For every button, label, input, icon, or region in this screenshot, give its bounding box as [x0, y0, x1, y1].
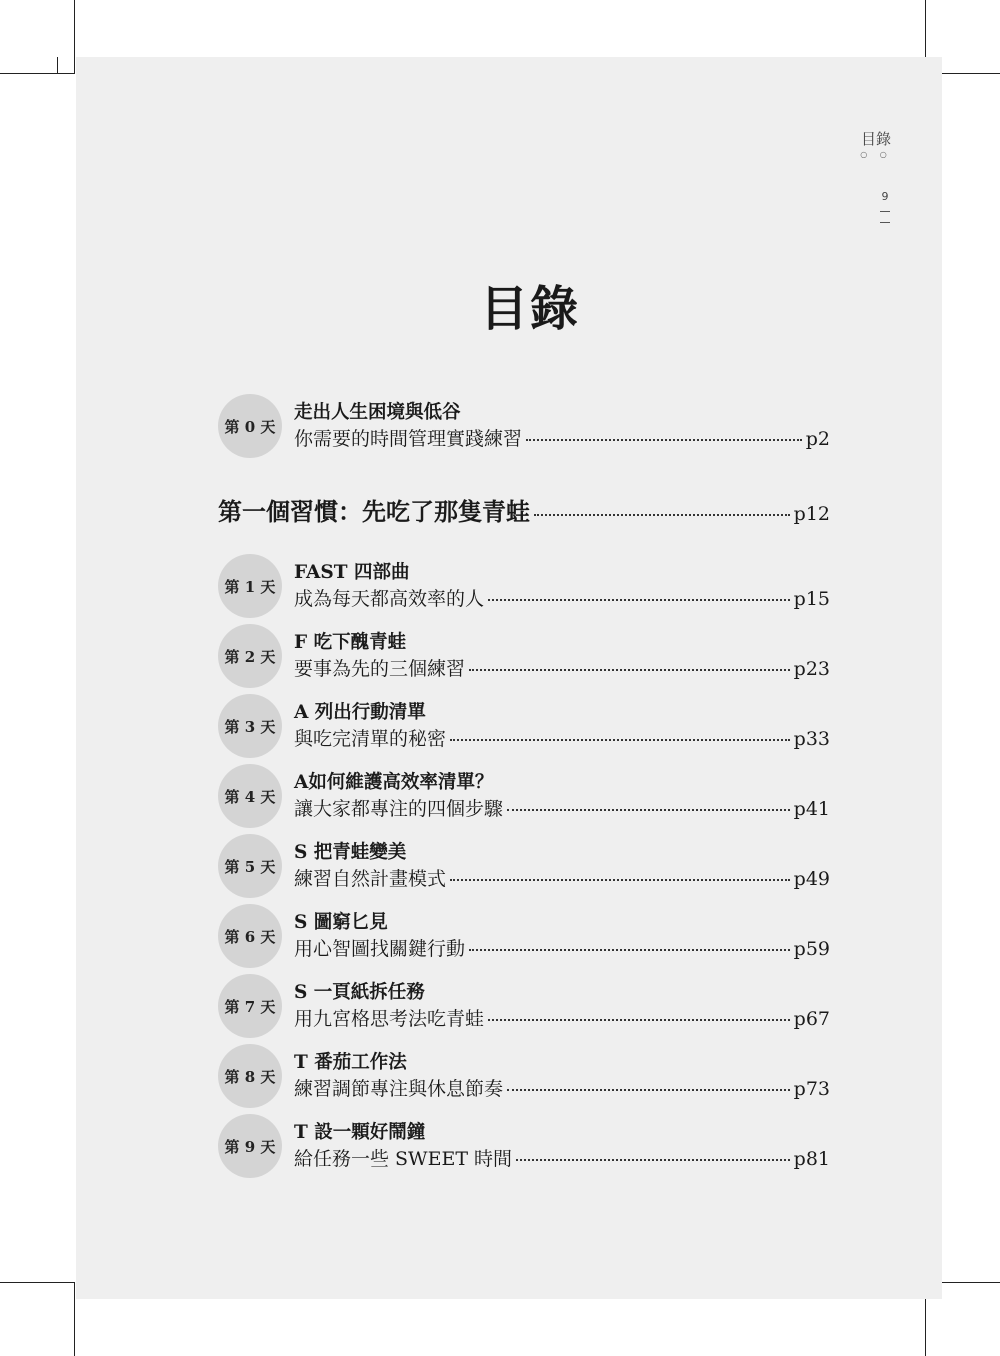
page-ref: p81 — [793, 1148, 830, 1170]
entry-title: F 吃下醜青蛙 — [294, 632, 407, 653]
toc-entry-day-1[interactable] — [218, 554, 830, 618]
entry-title: A 列出行動清單 — [294, 702, 426, 723]
entry-line — [294, 794, 830, 821]
entry-subtitle: 讓大家都專注的四個步驟 — [294, 798, 504, 820]
entry-subtitle: 與吃完清單的秘密 — [294, 728, 447, 750]
toc-entry-day-5[interactable] — [218, 834, 830, 898]
day-badge: 第 3 天 — [218, 694, 282, 758]
entry-subtitle: 給任務一些 SWEET 時間 — [294, 1148, 513, 1170]
page-ref: p2 — [805, 428, 830, 450]
running-head-text: 目錄 — [860, 130, 891, 148]
page-ref: p49 — [793, 868, 830, 890]
page-ref: p33 — [793, 728, 830, 750]
day-badge: 第 0 天 — [218, 394, 282, 458]
entry-subtitle: 成為每天都高效率的人 — [294, 588, 485, 610]
dot-leader — [507, 809, 790, 811]
dot-leader — [526, 439, 802, 441]
entry-line — [294, 1074, 830, 1101]
page-ref: p67 — [793, 1008, 830, 1030]
page-ref: p23 — [793, 658, 830, 680]
entry-title: S 圖窮匕見 — [294, 912, 388, 933]
toc-entry-day-4[interactable] — [218, 764, 830, 828]
entry-line — [294, 864, 830, 891]
page-ref: p15 — [793, 588, 830, 610]
toc-entry-day-3[interactable] — [218, 694, 830, 758]
toc-entry-day-7[interactable] — [218, 974, 830, 1038]
page-ref: p41 — [793, 798, 830, 820]
day-badge: 第 2 天 — [218, 624, 282, 688]
crop-mark — [57, 57, 58, 74]
entry-title: S 把青蛙變美 — [294, 842, 407, 863]
dot-leader — [450, 879, 790, 881]
crop-mark — [74, 1282, 75, 1356]
crop-mark — [0, 73, 74, 74]
day-badge: 第 7 天 — [218, 974, 282, 1038]
entry-subtitle: 用心智圖找關鍵行動 — [294, 938, 466, 960]
entry-subtitle: 練習自然計畫模式 — [294, 868, 447, 890]
day-badge: 第 1 天 — [218, 554, 282, 618]
dot-leader — [469, 949, 790, 951]
entry-title: T 番茄工作法 — [294, 1052, 407, 1073]
page-ref: p12 — [793, 503, 830, 525]
page-ref: p73 — [793, 1078, 830, 1100]
dot-leader — [469, 669, 790, 671]
divider — [880, 211, 890, 212]
entry-line — [294, 1004, 830, 1031]
entry-subtitle: 練習調節專注與休息節奏 — [294, 1078, 504, 1100]
running-head — [856, 128, 896, 159]
dot-leader — [516, 1159, 790, 1161]
entry-title: FAST 四部曲 — [294, 562, 410, 583]
dot-leader — [507, 1089, 790, 1091]
day-badge: 第 4 天 — [218, 764, 282, 828]
entry-line — [294, 934, 830, 961]
crop-mark — [74, 0, 75, 74]
entry-line — [294, 654, 830, 681]
entry-line — [294, 724, 830, 751]
entry-title: 走出人生困境與低谷 — [294, 402, 461, 423]
day-badge: 第 9 天 — [218, 1114, 282, 1178]
toc-entry-day-0[interactable] — [218, 394, 830, 458]
page-number-text: 9 — [881, 190, 889, 203]
toc-entry-day-9[interactable] — [218, 1114, 830, 1178]
dot-leader — [488, 599, 790, 601]
page-title: 目錄 — [479, 281, 580, 337]
dot-leader — [450, 739, 790, 741]
page-number — [870, 190, 900, 223]
crop-mark — [0, 1282, 74, 1283]
entry-line — [294, 424, 830, 451]
dot-leader — [488, 1019, 790, 1021]
entry-line — [294, 584, 830, 611]
entry-subtitle: 要事為先的三個練習 — [294, 658, 466, 680]
day-badge: 第 5 天 — [218, 834, 282, 898]
entry-line — [294, 1144, 830, 1171]
running-head-marks: ○ ○ — [860, 150, 892, 159]
toc-entry-day-6[interactable] — [218, 904, 830, 968]
entry-title: A如何維護高效率清單？ — [294, 772, 494, 793]
entry-title: S 一頁紙拆任務 — [294, 982, 425, 1003]
toc-entry-day-2[interactable] — [218, 624, 830, 688]
entry-subtitle: 用九宮格思考法吃青蛙 — [294, 1008, 485, 1030]
divider — [880, 222, 890, 223]
dot-leader — [534, 514, 790, 516]
page-ref: p59 — [793, 938, 830, 960]
section-title: 第一個習慣：先吃了那隻青蛙 — [218, 498, 530, 526]
day-badge: 第 8 天 — [218, 1044, 282, 1108]
entry-title: T 設一顆好鬧鐘 — [294, 1122, 426, 1143]
toc-section-heading[interactable] — [218, 492, 830, 527]
day-badge: 第 6 天 — [218, 904, 282, 968]
entry-subtitle: 你需要的時間管理實踐練習 — [294, 428, 523, 450]
toc-entry-day-8[interactable] — [218, 1044, 830, 1108]
